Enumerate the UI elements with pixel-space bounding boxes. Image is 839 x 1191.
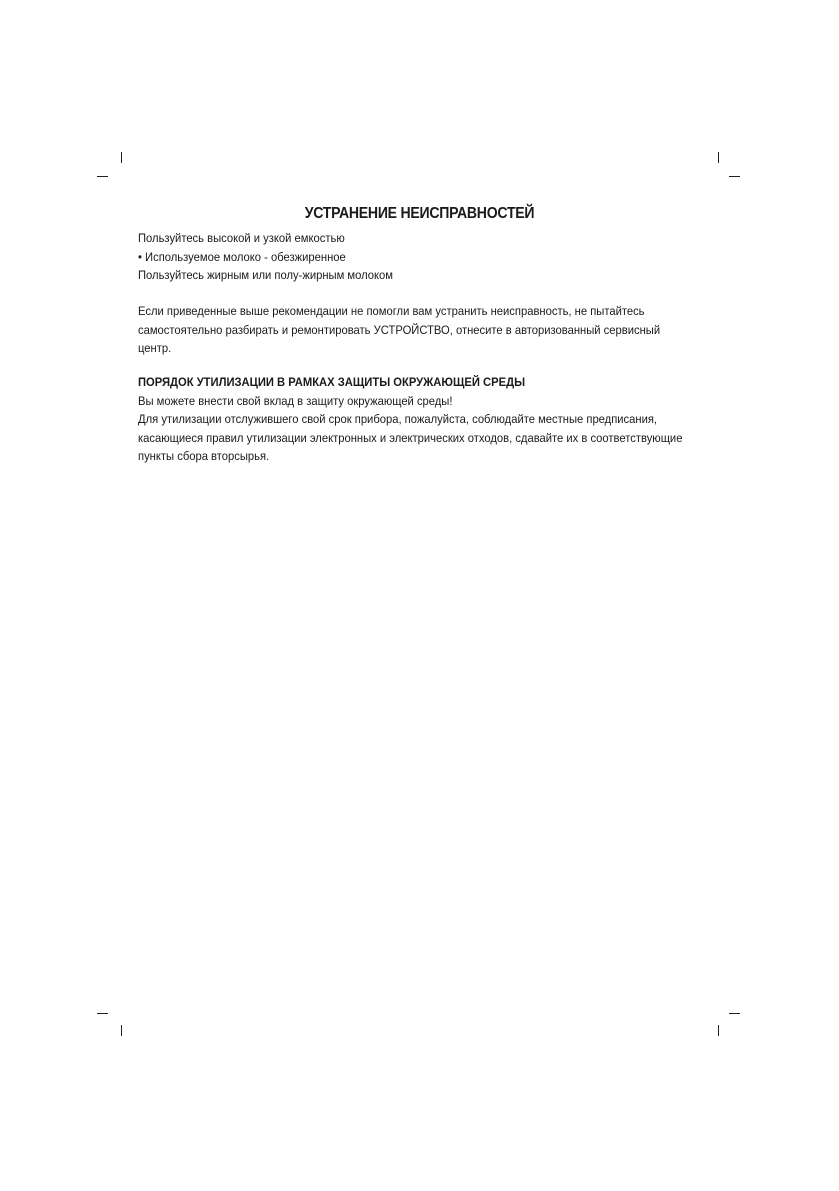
tip-line: Пользуйтесь жирным или полу-жирным молоком	[138, 268, 393, 282]
disposal-section	[138, 373, 708, 466]
crop-mark-bottom-right-vertical	[718, 1025, 719, 1036]
crop-mark-bottom-left-vertical	[121, 1025, 122, 1036]
crop-mark-top-right-horizontal	[729, 176, 740, 177]
page-title: УСТРАНЕНИЕ НЕИСПРАВНОСТЕЙ	[304, 205, 535, 222]
crop-mark-top-right-vertical	[718, 152, 719, 163]
service-note-line: центр.	[138, 341, 172, 355]
disposal-heading: ПОРЯДОК УТИЛИЗАЦИИ В РАМКАХ ЗАЩИТЫ ОКРУЖАЮЩЕЙ СРЕДЫ	[138, 375, 526, 389]
tip-line: Пользуйтесь высокой и узкой емкостью	[138, 231, 345, 245]
disposal-line: касающиеся правил утилизации электронных и электрических отходов, сдавайте их в соответствующие	[138, 430, 683, 445]
crop-mark-bottom-left-horizontal	[97, 1013, 108, 1014]
crop-mark-top-left-horizontal	[97, 176, 108, 177]
tip-line: • Используемое молоко - обезжиренное	[138, 249, 346, 264]
crop-mark-bottom-right-horizontal	[729, 1013, 740, 1014]
disposal-line: Для утилизации отслужившего свой срок прибора, пожалуйста, соблюдайте местные предписания,	[138, 412, 658, 426]
disposal-line: пункты сбора вторсырья.	[138, 449, 270, 463]
service-note-line: Если приведенные выше рекомендации не помогли вам устранить неисправность, не пытайтесь	[138, 304, 645, 318]
crop-mark-top-left-vertical	[121, 152, 122, 163]
service-note-block	[138, 302, 708, 358]
tips-block	[138, 229, 708, 285]
service-note-line: самостоятельно разбирать и ремонтировать УСТРОЙСТВО, отнесите в авторизованный сервисный	[138, 322, 661, 337]
disposal-line: Вы можете внести свой вклад в защиту окружающей среды!	[138, 393, 453, 408]
